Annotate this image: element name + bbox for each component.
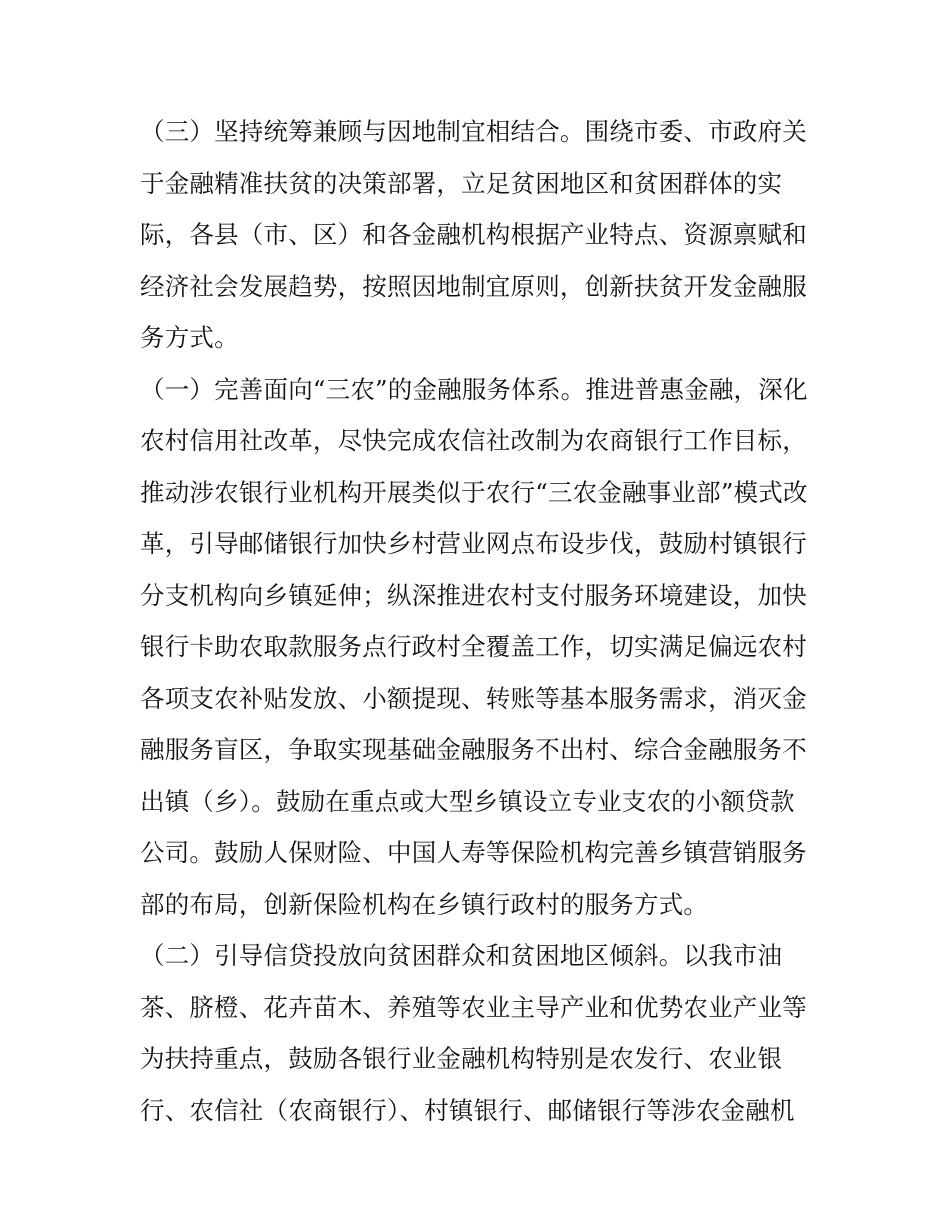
- text-line: 革，引导邮储银行加快乡村营业网点布设步伐，鼓励村镇银行: [140, 529, 807, 558]
- text-line: 务方式。: [140, 323, 239, 352]
- document-body: [140, 106, 820, 1136]
- text-line: 公司。鼓励人保财险、中国人寿等保险机构完善乡镇营销服务: [140, 838, 807, 867]
- text-line: 银行卡助农取款服务点行政村全覆盖工作，切实满足偏远农村: [140, 632, 807, 661]
- text-line: （一）完善面向“三农”的金融服务体系。推进普惠金融，深化: [140, 374, 808, 404]
- text-line: 际，各县（市、区）和各金融机构根据产业特点、资源禀赋和: [140, 220, 807, 249]
- text-line: 分支机构向乡镇延伸；纵深推进农村支付服务环境建设，加快: [140, 580, 807, 610]
- text-line: 推动涉农银行业机构开展类似于农行“三农金融事业部”模式改: [140, 477, 808, 507]
- text-line: 出镇（乡）。鼓励在重点或大型乡镇设立专业支农的小额贷款: [140, 786, 795, 816]
- text-line: 茶、脐橙、花卉苗木、养殖等农业主导产业和优势农业产业等: [140, 992, 807, 1022]
- text-line: 部的布局，创新保险机构在乡镇行政村的服务方式。: [140, 889, 709, 919]
- text-line: 农村信用社改革，尽快完成农信社改制为农商银行工作目标，: [140, 426, 807, 455]
- text-line: （三）坚持统筹兼顾与因地制宜相结合。围绕市委、市政府关: [140, 117, 807, 146]
- text-line: 经济社会发展趋势，按照因地制宜原则，创新扶贫开发金融服: [140, 271, 807, 301]
- text-line: 为扶持重点，鼓励各银行业金融机构特别是农发行、农业银: [140, 1044, 783, 1073]
- text-line: （二）引导信贷投放向贫困群众和贫困地区倾斜。以我市油: [140, 941, 783, 970]
- text-line: 于金融精准扶贫的决策部署，立足贫困地区和贫困群体的实: [140, 168, 783, 198]
- text-line: 各项支农补贴发放、小额提现、转账等基本服务需求，消灭金: [140, 683, 807, 713]
- text-line: 行、农信社（农商银行）、村镇银行、邮储银行等涉农金融机: [140, 1095, 795, 1125]
- text-line: 融服务盲区，争取实现基础金融服务不出村、综合金融服务不: [140, 735, 807, 764]
